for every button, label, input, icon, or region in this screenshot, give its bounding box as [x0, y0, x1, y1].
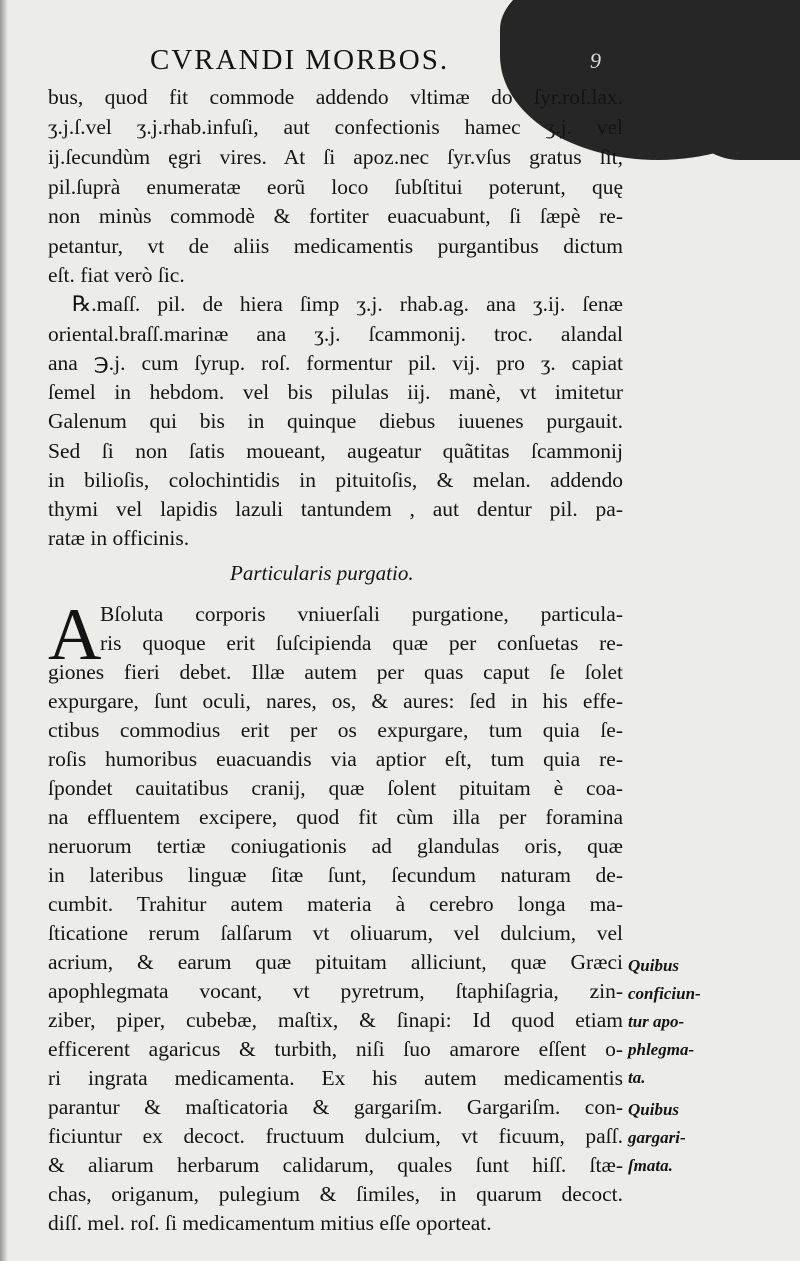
text-line: oriental.braſſ.marinæ ana ʒ.j. ſcammonij. troc. alandal	[48, 322, 623, 346]
text-line: pil.ſuprà enumeratæ eorũ loco ſubſtitui poterunt, quę	[48, 175, 623, 199]
text-line: ʒ.j.ſ.vel ʒ.j.rhab.infuſi, aut confectionis hamec ʒ.j. vel	[48, 115, 623, 139]
marginal-note-line: Quibus	[628, 956, 680, 975]
text-line: acrium, & earum quæ pituitam alliciunt, quæ Græci	[48, 950, 623, 974]
page-number: 9	[590, 48, 601, 73]
text-line: efficerent agaricus & turbith, niſi ſuo amarore eſſent o-	[48, 1037, 623, 1061]
text-line: chas, origanum, pulegium & ſimiles, in quarum decoct.	[48, 1182, 623, 1206]
text-line: ziber, piper, cubebæ, maſtix, & ſinapi: Id quod etiam	[48, 1008, 623, 1032]
text-line: Galenum qui bis in quinque diebus iuuenes purgauit.	[48, 409, 623, 433]
text-line: expurgare, ſunt oculi, nares, os, & aures: ſed in his effe-	[48, 689, 623, 713]
text-line: ſticatione rerum ſalſarum vt oliuarum, vel dulcium, vel	[48, 921, 623, 945]
text-line: ctibus commodius erit per os expurgare, tum quia ſe-	[48, 718, 623, 742]
running-title: CVRANDI MORBOS.	[150, 44, 450, 76]
text-line: in lateribus linguæ ſitæ ſunt, ſecundum naturam de-	[48, 863, 623, 887]
text-line: & aliarum herbarum calidarum, quales ſunt hiſſ. ſtæ-	[48, 1153, 623, 1177]
text-line: non minùs commodè & fortiter euacuabunt, ſi ſæpè re-	[48, 204, 623, 228]
marginal-note-line: tur apo-	[628, 1012, 685, 1031]
text-line: petantur, vt de aliis medicamentis purgantibus dictum	[48, 234, 623, 258]
text-line: ri ingrata medicamenta. Ex his autem medicamentis	[48, 1066, 623, 1090]
text-line: ℞.maſſ. pil. de hiera ſimp ʒ.j. rhab.ag. ana ʒ.ij. ſenæ	[72, 292, 623, 316]
text-line: apophlegmata vocant, vt pyretrum, ſtaphiſagria, zin-	[48, 979, 623, 1003]
marginal-note-line: gargari-	[628, 1128, 686, 1147]
marginal-note-line: Quibus	[628, 1100, 680, 1119]
text-line: diſſ. mel. roſ. ſi medicamentum mitius eſſe oporteat.	[48, 1211, 492, 1235]
section-heading: Particularis purgatio.	[230, 561, 414, 585]
text-line: ratæ in officinis.	[48, 526, 190, 550]
text-line: ſpondet cauitatibus cranij, quæ ſolent pituitam è coa-	[48, 776, 623, 800]
text-line: ana ℈.j. cum ſyrup. roſ. formentur pil. vij. pro ʒ. capiat	[48, 351, 623, 375]
text-line: bus, quod fit commode addendo vltimæ do ſyr.roſ.lax.	[48, 85, 623, 109]
ink-stain-corner	[680, 0, 800, 160]
text-line: neruorum tertiæ coniugationis ad glandulas oris, quæ	[48, 834, 623, 858]
text-line: eſt. fiat verò ſic.	[48, 263, 185, 287]
text-line: giones fieri debet. Illæ autem per quas caput ſe ſolet	[48, 660, 623, 684]
text-line: Bſoluta corporis vniuerſali purgatione, particula-	[100, 602, 623, 626]
text-line: cumbit. Trahitur autem materia à cerebro longa ma-	[48, 892, 623, 916]
text-line: ficiuntur ex decoct. fructuum dulcium, vt ficuum, paſſ.	[48, 1124, 623, 1148]
text-line: parantur & maſticatoria & gargariſm. Gargariſm. con-	[48, 1095, 623, 1119]
marginal-note-line: ta.	[628, 1068, 646, 1087]
text-line: ſemel in hebdom. vel bis pilulas iij. manè, vt imitetur	[48, 380, 623, 404]
marginal-note-line: phlegma-	[628, 1040, 695, 1059]
marginal-note-line: ſmata.	[628, 1156, 673, 1175]
text-line: na effluentem excipere, quod fit cùm illa per foramina	[48, 805, 623, 829]
drop-initial: A	[48, 594, 102, 676]
text-line: ris quoque erit ſuſcipienda quæ per conſuetas re-	[100, 631, 623, 655]
text-line: ij.ſecundùm ęgri vires. At ſi apoz.nec ſyr.vſus gratus ſit,	[48, 145, 623, 169]
text-line: in bilioſis, colochintidis in pituitoſis, & melan. addendo	[48, 468, 623, 492]
page-gutter-shadow	[0, 0, 8, 1261]
marginal-note-line: conficiun-	[628, 984, 701, 1003]
text-line: Sed ſi non ſatis moueant, augeatur quãtitas ſcammonij	[48, 439, 623, 463]
text-line: thymi vel lapidis lazuli tantundem , aut dentur pil. pa-	[48, 497, 623, 521]
text-line: roſis humoribus euacuandis via aptior eſt, tum quia re-	[48, 747, 623, 771]
